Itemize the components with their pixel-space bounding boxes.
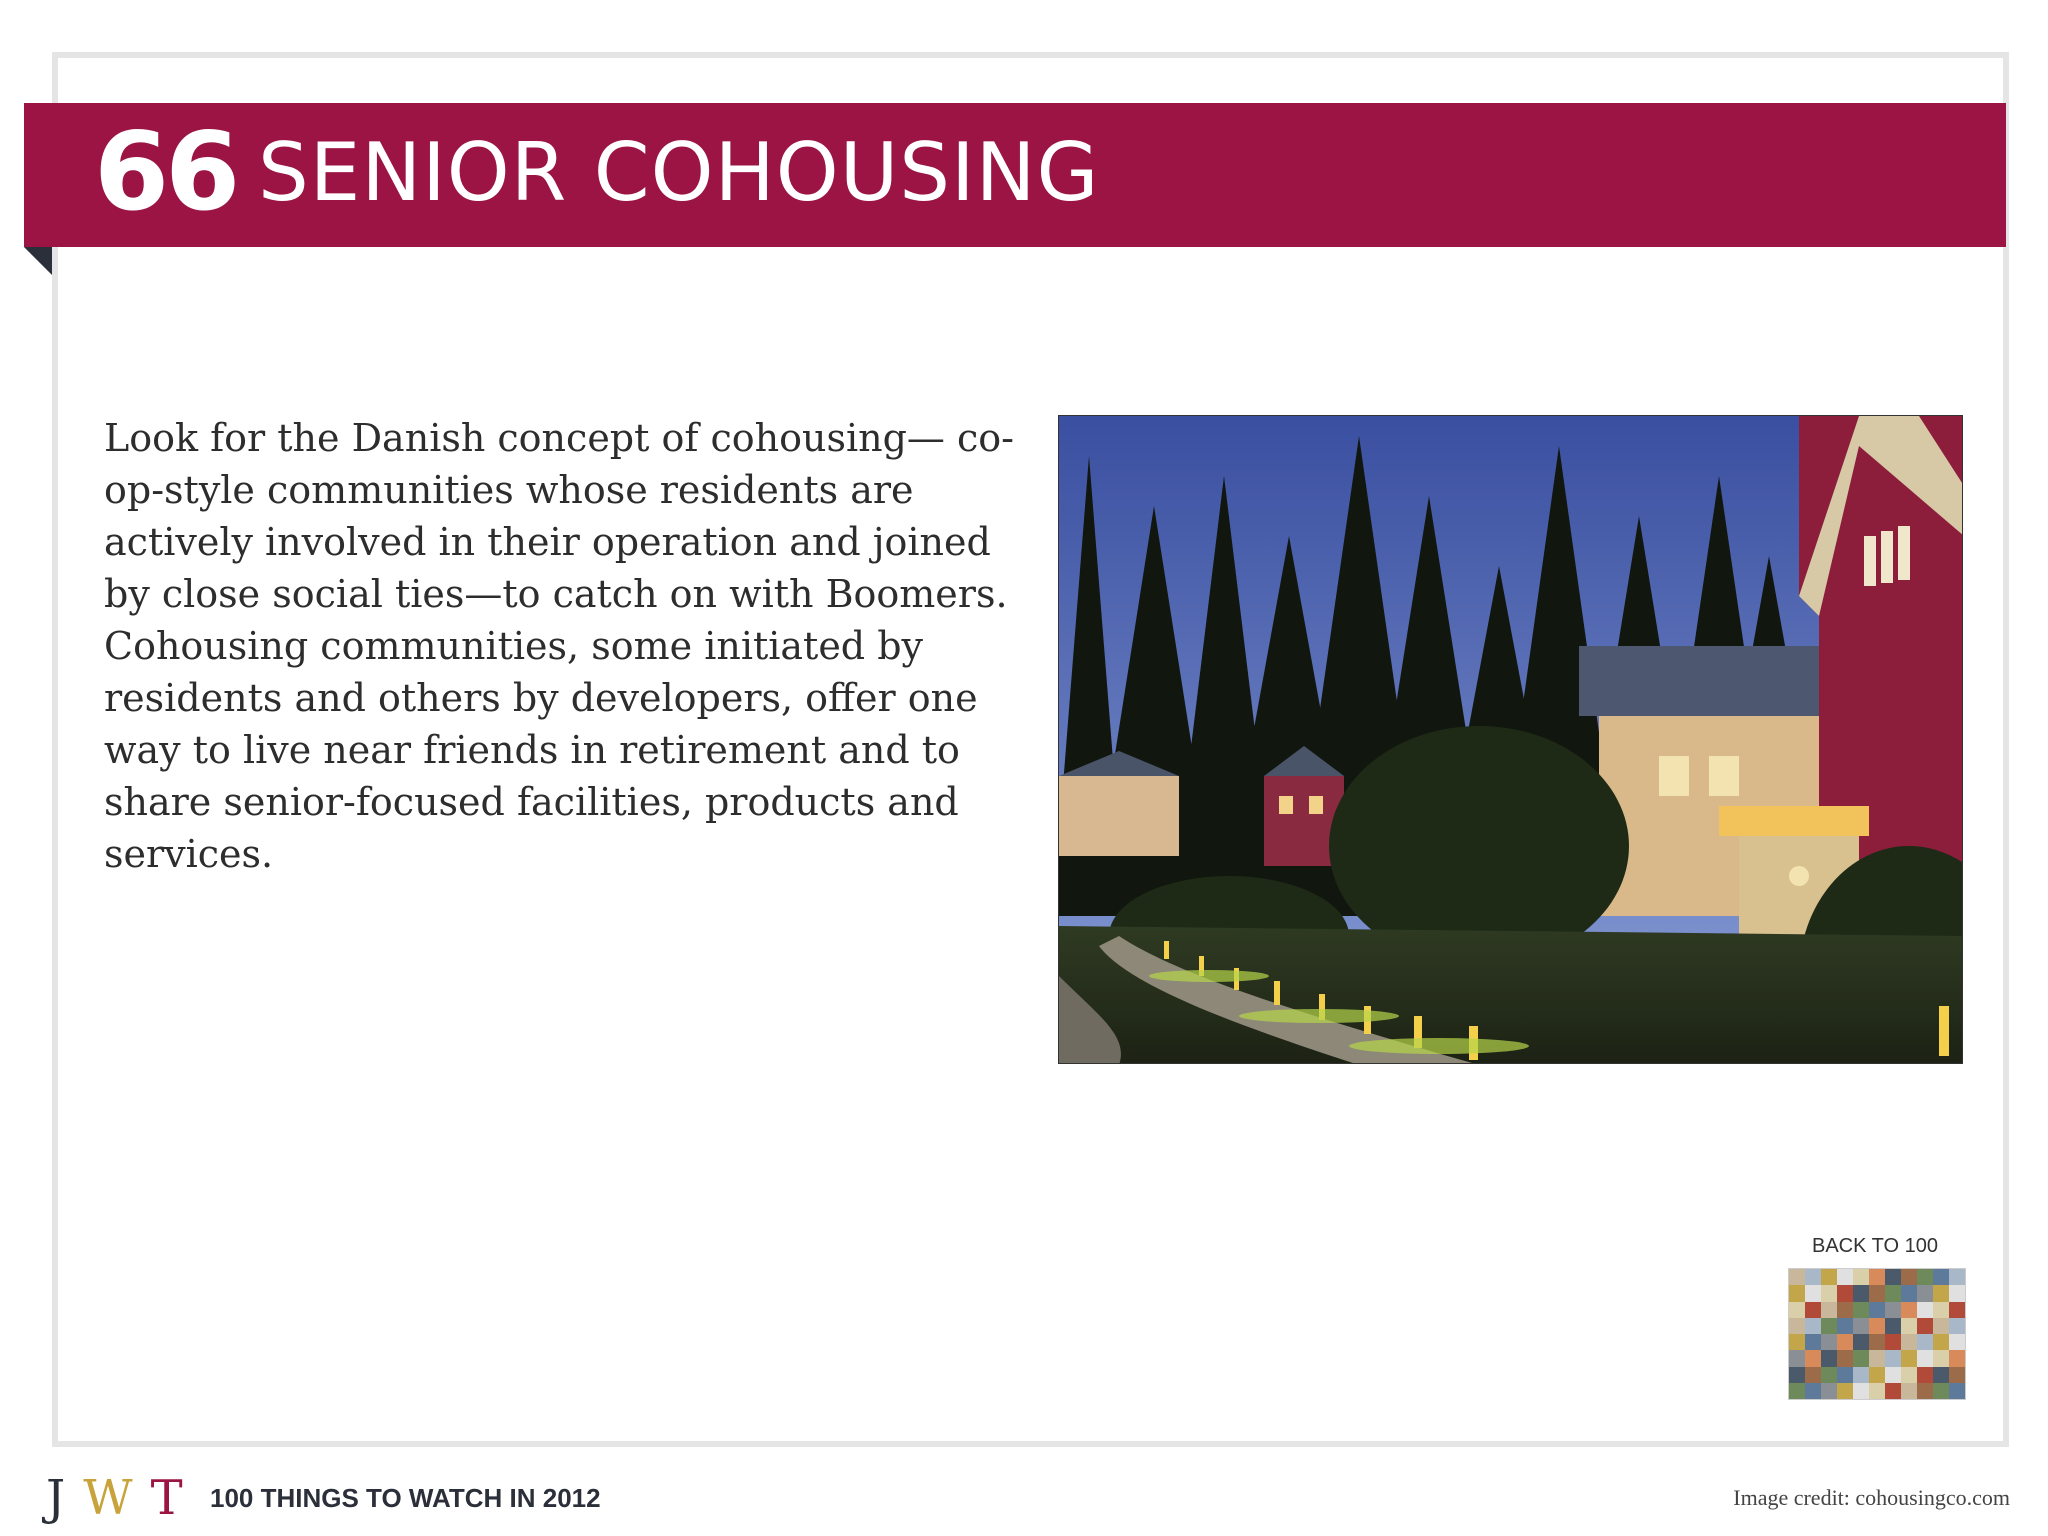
mosaic-tile	[1805, 1318, 1821, 1334]
mosaic-tile	[1821, 1269, 1837, 1285]
mosaic-tile	[1805, 1285, 1821, 1301]
mosaic-tile	[1933, 1334, 1949, 1350]
mosaic-tile	[1933, 1367, 1949, 1383]
mosaic-tile	[1933, 1383, 1949, 1399]
logo-letter-j: J	[46, 1470, 84, 1526]
mosaic-tile	[1853, 1285, 1869, 1301]
mosaic-tile	[1789, 1367, 1805, 1383]
mosaic-tile	[1837, 1350, 1853, 1366]
mosaic-tile	[1917, 1318, 1933, 1334]
mosaic-tile	[1885, 1367, 1901, 1383]
jwt-logo	[46, 1470, 201, 1526]
mosaic-tile	[1821, 1318, 1837, 1334]
mosaic-tile	[1805, 1350, 1821, 1366]
mosaic-tile	[1949, 1285, 1965, 1301]
mosaic-tile	[1917, 1269, 1933, 1285]
mosaic-tile	[1837, 1334, 1853, 1350]
mosaic-tile	[1885, 1285, 1901, 1301]
mosaic-tile	[1917, 1350, 1933, 1366]
cohousing-community-photo	[1058, 415, 1963, 1064]
mosaic-tile	[1869, 1350, 1885, 1366]
mosaic-tile	[1869, 1383, 1885, 1399]
logo-letter-t: T	[150, 1470, 201, 1526]
mosaic-tile	[1901, 1334, 1917, 1350]
mosaic-tile	[1869, 1367, 1885, 1383]
mosaic-tile	[1869, 1318, 1885, 1334]
mosaic-tile	[1901, 1383, 1917, 1399]
mosaic-tile	[1885, 1334, 1901, 1350]
mosaic-tile	[1885, 1269, 1901, 1285]
mosaic-tile	[1901, 1302, 1917, 1318]
mosaic-tile	[1805, 1367, 1821, 1383]
mosaic-tile	[1837, 1269, 1853, 1285]
mosaic-tile	[1917, 1285, 1933, 1301]
mosaic-tile	[1821, 1383, 1837, 1399]
mosaic-tile	[1789, 1350, 1805, 1366]
mosaic-tile	[1837, 1302, 1853, 1318]
mosaic-tile	[1853, 1302, 1869, 1318]
page-title: SENIOR COHOUSING	[258, 126, 1100, 219]
mosaic-tile	[1885, 1302, 1901, 1318]
mosaic-tile	[1805, 1383, 1821, 1399]
mosaic-tile	[1949, 1383, 1965, 1399]
image-credit: Image credit: cohousingco.com	[1733, 1485, 2010, 1510]
mosaic-tile	[1949, 1367, 1965, 1383]
mosaic-tile	[1949, 1318, 1965, 1334]
mosaic-tile	[1837, 1367, 1853, 1383]
mosaic-tile	[1805, 1302, 1821, 1318]
mosaic-tile	[1885, 1350, 1901, 1366]
mosaic-tile	[1949, 1334, 1965, 1350]
mosaic-tile	[1869, 1285, 1885, 1301]
mosaic-tile	[1917, 1367, 1933, 1383]
mosaic-tile	[1901, 1318, 1917, 1334]
mosaic-tile	[1789, 1269, 1805, 1285]
mosaic-tile	[1837, 1383, 1853, 1399]
mosaic-tile	[1869, 1302, 1885, 1318]
report-title: 100 THINGS TO WATCH IN 2012	[210, 1483, 601, 1513]
mosaic-tile	[1949, 1302, 1965, 1318]
mosaic-tile	[1949, 1269, 1965, 1285]
mosaic-tile	[1837, 1318, 1853, 1334]
mosaic-tile	[1789, 1302, 1805, 1318]
mosaic-tile	[1917, 1302, 1933, 1318]
mosaic-tile	[1789, 1318, 1805, 1334]
mosaic-tile	[1885, 1383, 1901, 1399]
mosaic-tile	[1853, 1350, 1869, 1366]
mosaic-tile	[1821, 1334, 1837, 1350]
mosaic-tile	[1853, 1367, 1869, 1383]
mosaic-tile	[1917, 1334, 1933, 1350]
back-to-100-label[interactable]: BACK TO 100	[1812, 1235, 1938, 1257]
mosaic-tile	[1933, 1269, 1949, 1285]
mosaic-tile	[1853, 1318, 1869, 1334]
mosaic-tile	[1901, 1285, 1917, 1301]
mosaic-tile	[1853, 1269, 1869, 1285]
mosaic-tile	[1853, 1383, 1869, 1399]
mosaic-tile	[1821, 1367, 1837, 1383]
mosaic-tile	[1917, 1383, 1933, 1399]
mosaic-tile	[1933, 1318, 1949, 1334]
mosaic-tile	[1837, 1285, 1853, 1301]
mosaic-tile	[1789, 1334, 1805, 1350]
mosaic-tile	[1949, 1350, 1965, 1366]
mosaic-tile	[1869, 1334, 1885, 1350]
mosaic-tile	[1805, 1269, 1821, 1285]
mosaic-tile	[1901, 1350, 1917, 1366]
mosaic-tile	[1869, 1269, 1885, 1285]
mosaic-tile	[1933, 1285, 1949, 1301]
banner-fold	[24, 247, 52, 275]
mosaic-tile	[1789, 1383, 1805, 1399]
mosaic-tile	[1901, 1367, 1917, 1383]
logo-letter-w: W	[83, 1470, 151, 1526]
mosaic-tile	[1789, 1285, 1805, 1301]
mosaic-thumbnail-icon[interactable]	[1788, 1268, 1966, 1400]
mosaic-tile	[1853, 1334, 1869, 1350]
mosaic-tile	[1901, 1269, 1917, 1285]
mosaic-tile	[1821, 1302, 1837, 1318]
trend-number: 66	[94, 110, 237, 235]
mosaic-tile	[1821, 1285, 1837, 1301]
mosaic-tile	[1821, 1350, 1837, 1366]
mosaic-tile	[1885, 1318, 1901, 1334]
mosaic-tile	[1805, 1334, 1821, 1350]
mosaic-tile	[1933, 1302, 1949, 1318]
mosaic-tile	[1933, 1350, 1949, 1366]
body-paragraph: Look for the Danish concept of cohousing— co-op-style communities whose residents are actively involved in their operation and joined by close social ties—to catch on with Boomers. Cohousing communities, some initiated by residents and others by developers, offer one way to live near friends in retirement and to share senior-focused facilities, products and services.	[104, 416, 1015, 876]
